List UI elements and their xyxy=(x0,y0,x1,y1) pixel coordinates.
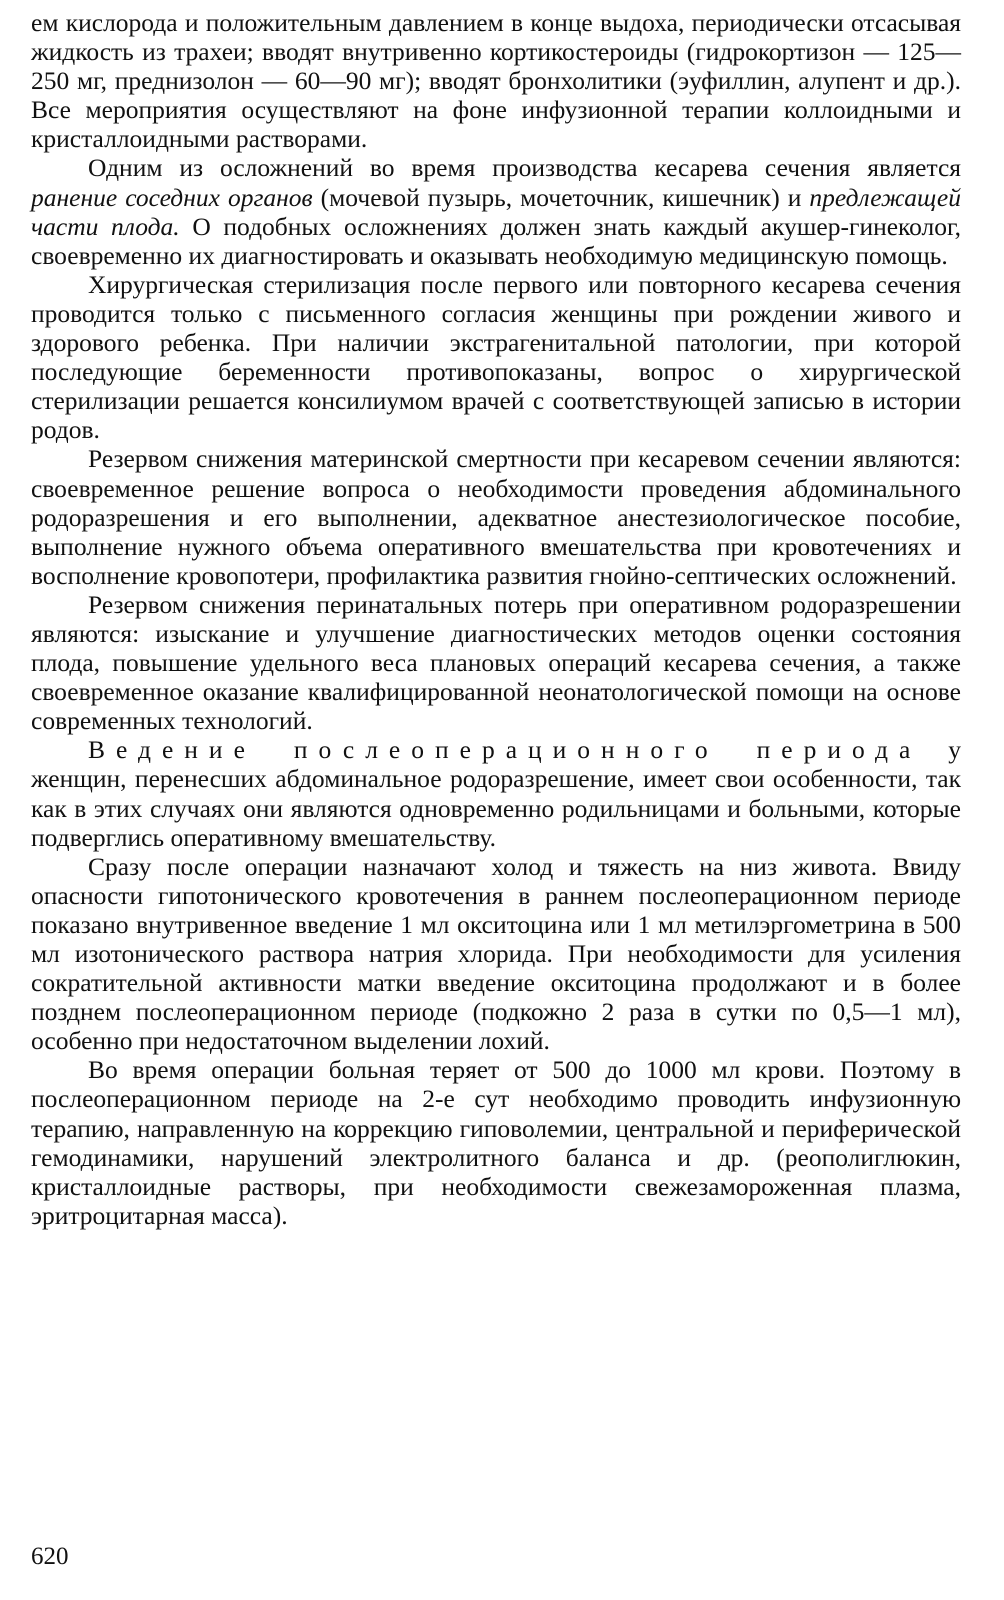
paragraph-blood-loss: Во время операции больная теряет от 500 до 1000 мл крови. Поэтому в послеоперационном периоде на 2-е сут необходимо проводить инфузионную терапию, направленную на коррекцию гиповолемии, центральной и периферической гемодинамики, нарушений электролитного баланса и др. (реополиглюкин, кристаллоидные растворы, при необходимости свежезамороженная плазма, эритроцитарная масса). xyxy=(31,1055,961,1230)
spaced-heading: Ведение послеоперационного периода xyxy=(88,735,922,765)
paragraph-postoperative-management xyxy=(31,735,961,851)
italic-term: ранение соседних органов xyxy=(31,182,313,212)
paragraph-sterilization: Хирургическая стерилизация после первого или повторного кесарева сечения проводится только с письменного согласия женщины при рождении живого и здорового ребенка. При наличии экстрагенитальной патологии, при которой последующие беременности противопоказаны, вопрос о хирургической стерилизации решается консилиумом врачей с соответствующей записью в истории родов. xyxy=(31,269,961,445)
italic-term: предлежащей части плода. xyxy=(31,182,961,241)
page-body xyxy=(31,8,961,1230)
page-number: 620 xyxy=(31,1543,69,1570)
paragraph-continuation: ем кислорода и положительным давлением в конце выдоха, периодически отсасывая жидкость из трахеи; вводят внутривенно кортикостероиды (гидрокортизон — 125—250 мг, преднизолон — 60—90 мг); вводят бронхолитики (эуфиллин, алупент и др.). Все мероприятия осуществляют на фоне инфузионной терапии коллоидными и кристаллоидными растворами. xyxy=(31,8,961,154)
paragraph-perinatal-losses: Резервом снижения перинатальных потерь при оперативном родоразрешении являются: изыскание и улучшение диагностических методов оценки состояния плода, повышение удельного веса плановых операций кесарева сечения, а также своевременное оказание квалифицированной неонатологической помощи на основе современных технологий. xyxy=(31,589,961,736)
paragraph-complications xyxy=(31,153,961,269)
text-run: О подобных осложнениях должен знать каждый акушер-гинеколог, своевременно их диагностировать и оказывать необходимую медицинскую помощь. xyxy=(31,211,961,270)
text-run: Одним из осложнений во время производства кесарева сечения является xyxy=(88,153,961,183)
text-run: у женщин, перенесших абдоминальное родоразрешение, имеет свои особенности, так как в этих случаях они являются одновременно родильницами и больными, которые подверглись оперативному вмешательству. xyxy=(31,735,961,852)
paragraph-maternal-mortality: Резервом снижения материнской смертности при кесаревом сечении являются: своевременное решение вопроса о необходимости проведения абдоминального родоразрешения и его выполнении, адекватное анестезиологическое пособие, выполнение нужного объема оперативного вмешательства при кровотечениях и восполнение кровопотери, профилактика развития гнойно-септических осложнений. xyxy=(31,444,961,590)
text-run: (мочевой пузырь, мочеточник, кишечник) и xyxy=(312,182,810,212)
paragraph-after-operation: Сразу после операции назначают холод и тяжесть на низ живота. Ввиду опасности гипотонического кровотечения в раннем послеоперационном периоде показано внутривенное введение 1 мл окситоцина или 1 мл метилэргометрина в 500 мл изотонического раствора натрия хлорида. При необходимости для усиления сократительной активности матки введение окситоцина продолжают и в более позднем послеоперационном периоде (подкожно 2 раза в сутки по 0,5—1 мл), особенно при недостаточном выделении лохий. xyxy=(31,851,961,1056)
